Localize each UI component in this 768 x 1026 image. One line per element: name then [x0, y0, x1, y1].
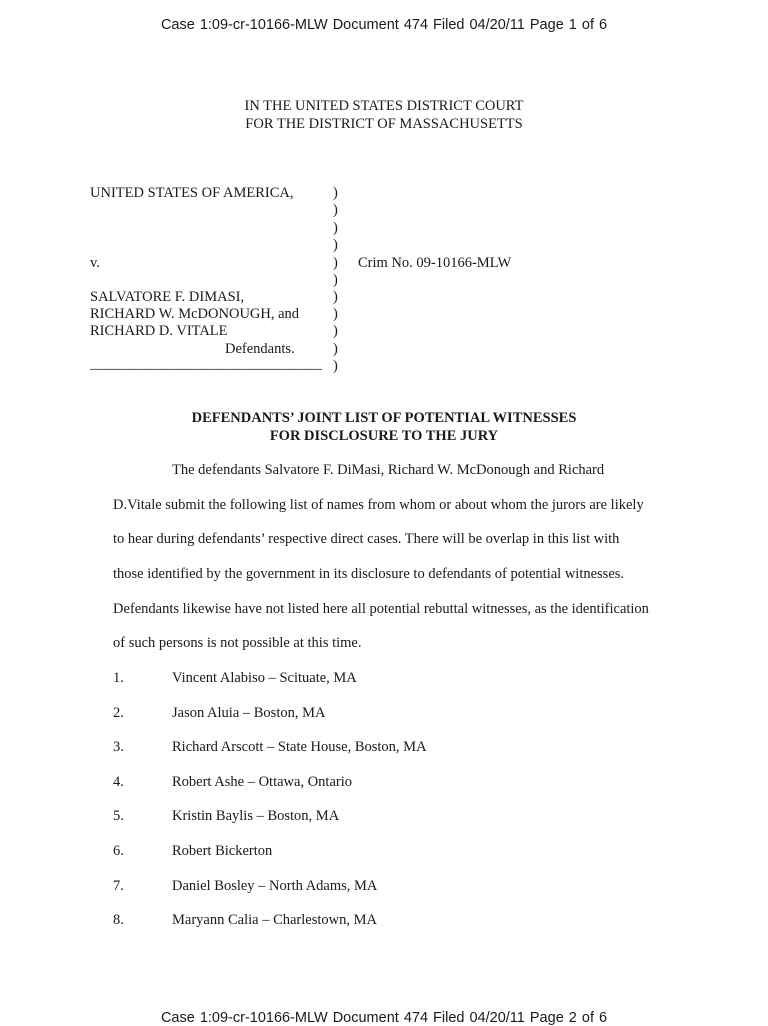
case-number: Crim No. 09-10166-MLW	[358, 255, 512, 271]
document-title: DEFENDANTS’ JOINT LIST OF POTENTIAL WITNESSES	[191, 410, 577, 426]
caption-defendant-2: RICHARD W. McDONOUGH, and	[90, 306, 300, 322]
caption-paren: )	[333, 341, 338, 357]
document-subtitle: FOR DISCLOSURE TO THE JURY	[269, 428, 499, 444]
caption-rule: ________________________________	[90, 356, 322, 372]
list-item-number: 1.	[113, 670, 124, 686]
body-line: of such persons is not possible at this time.	[113, 635, 362, 651]
body-line: those identified by the government in its disclosure to defendants of potential witnesses.	[113, 566, 625, 582]
list-item: Maryann Calia – Charlestown, MA	[172, 912, 377, 928]
list-item-number: 2.	[113, 705, 124, 721]
caption-paren: )	[333, 323, 338, 339]
list-item-number: 5.	[113, 808, 124, 824]
caption-paren: )	[333, 255, 338, 271]
caption-paren: )	[333, 237, 338, 253]
list-item: Vincent Alabiso – Scituate, MA	[172, 670, 357, 686]
court-name: IN THE UNITED STATES DISTRICT COURT	[244, 98, 524, 114]
next-page-header: Case 1:09-cr-10166-MLW Document 474 Filed 04/20/11 Page 2 of 6	[160, 1010, 608, 1026]
caption-versus: v.	[90, 255, 100, 271]
page-header: Case 1:09-cr-10166-MLW Document 474 Filed 04/20/11 Page 1 of 6	[160, 17, 608, 33]
list-item-number: 4.	[113, 774, 124, 790]
list-item: Robert Ashe – Ottawa, Ontario	[172, 774, 353, 790]
caption-defendant-1: SALVATORE F. DIMASI,	[90, 289, 245, 305]
list-item: Jason Aluia – Boston, MA	[172, 705, 326, 721]
list-item: Richard Arscott – State House, Boston, MA	[172, 739, 427, 755]
body-line: Defendants likewise have not listed here all potential rebuttal witnesses, as the identification	[113, 601, 649, 617]
caption-defendants-label: Defendants.	[225, 341, 295, 357]
list-item: Kristin Baylis – Boston, MA	[172, 808, 340, 824]
list-item-number: 6.	[113, 843, 124, 859]
caption-paren: )	[333, 220, 338, 236]
list-item-number: 3.	[113, 739, 124, 755]
list-item: Robert Bickerton	[172, 843, 273, 859]
body-line: to hear during defendants’ respective direct cases. There will be overlap in this list with	[113, 531, 620, 547]
caption-paren: )	[333, 289, 338, 305]
caption-paren: )	[333, 306, 338, 322]
caption-paren: )	[333, 202, 338, 218]
court-district: FOR THE DISTRICT OF MASSACHUSETTS	[245, 116, 523, 132]
body-line: D.Vitale submit the following list of names from whom or about whom the jurors are likely	[113, 497, 644, 513]
caption-paren: )	[333, 185, 338, 201]
list-item-number: 7.	[113, 878, 124, 894]
list-item: Daniel Bosley – North Adams, MA	[172, 878, 378, 894]
caption-paren: )	[333, 272, 338, 288]
caption-defendant-3: RICHARD D. VITALE	[90, 323, 228, 339]
list-item-number: 8.	[113, 912, 124, 928]
body-line: The defendants Salvatore F. DiMasi, Richard W. McDonough and Richard	[172, 462, 605, 478]
caption-paren: )	[333, 358, 338, 374]
caption-plaintiff: UNITED STATES OF AMERICA,	[90, 185, 294, 201]
